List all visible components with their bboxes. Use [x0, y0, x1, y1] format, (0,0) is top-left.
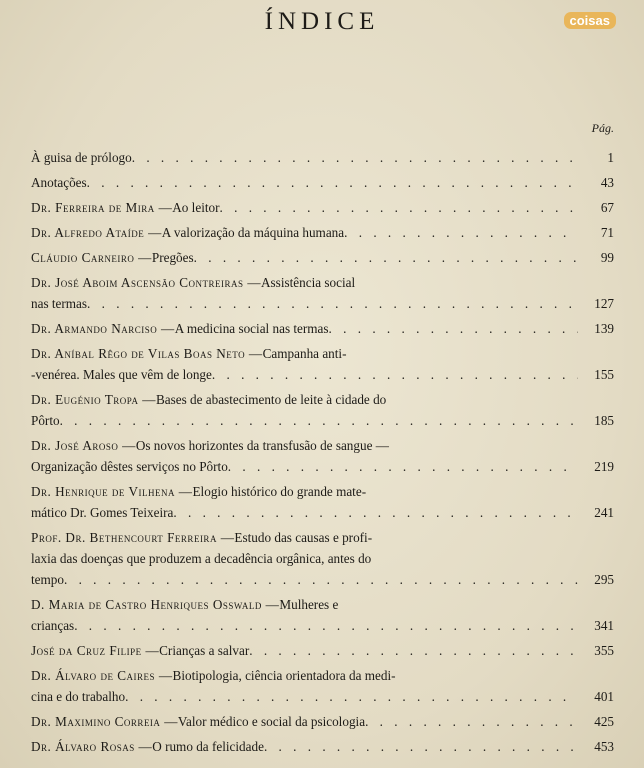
toc-entry: [31, 247, 614, 268]
toc-title: nas termas: [31, 296, 88, 311]
toc-entry-line: [31, 272, 614, 293]
toc-entry-line: [31, 293, 614, 314]
toc-entry: [31, 318, 614, 339]
toc-entry-line: [31, 435, 614, 456]
toc-page-number: 185: [594, 413, 614, 428]
toc-page-number: 425: [594, 714, 614, 729]
dot-leader: [249, 640, 578, 661]
toc-entry-line: [31, 711, 614, 732]
toc-entry-line: [31, 640, 614, 661]
toc-entry: [31, 711, 614, 732]
toc-author: Dr. José Aroso —: [31, 438, 136, 453]
toc-page-number: 241: [594, 505, 614, 520]
page-column-label: Pág.: [591, 121, 614, 135]
toc-page-number: 295: [594, 572, 614, 587]
toc-page-number: 99: [600, 250, 614, 265]
toc-title: Elogio histórico do grande mate-: [192, 484, 367, 499]
toc-entry: [31, 222, 614, 243]
toc-entry-line: [31, 197, 614, 218]
toc-page-number: 453: [594, 739, 614, 754]
toc-title: Pregões: [151, 250, 194, 265]
dot-leader: [344, 222, 578, 243]
toc-page-number: 139: [594, 321, 614, 336]
toc-entry: [31, 343, 614, 385]
toc-title: laxia das doenças que produzem a decadência orgânica, antes do: [31, 551, 372, 566]
toc-entry: [31, 197, 614, 218]
dot-leader: [173, 502, 578, 523]
dot-leader: [365, 711, 578, 732]
toc-entry-line: [31, 222, 614, 243]
toc-author: Dr. Eugénio Tropa —: [31, 392, 156, 407]
toc-entry: [31, 481, 614, 523]
toc-page-number: 341: [594, 618, 614, 633]
watermark-logo: coisas: [564, 12, 616, 29]
dot-leader: [212, 364, 578, 385]
toc-page-number: 127: [594, 296, 614, 311]
toc-author: Dr. Maximino Correia —: [31, 714, 178, 729]
dot-leader: [60, 410, 578, 431]
toc-entry: [31, 172, 614, 193]
toc-title: Bases de abastecimento de leite à cidade do: [155, 392, 387, 407]
toc-entry-line: [31, 147, 614, 168]
toc-title: Biotipologia, ciência orientadora da medi-: [172, 668, 396, 683]
toc-entry-line: [31, 502, 614, 523]
toc-author: Dr. José Aboim Ascensão Contreiras —: [31, 275, 262, 290]
dot-leader: [87, 293, 578, 314]
toc-title: Ao leitor: [172, 200, 220, 215]
toc-page-number: 219: [594, 459, 614, 474]
toc-page-number: 355: [594, 643, 614, 658]
toc-entry: [31, 527, 614, 590]
toc-title: Os novos horizontes da transfusão de sangue —: [135, 438, 389, 453]
toc-title: Mulheres e: [279, 597, 339, 612]
toc-author: Dr. Álvaro Rosas —: [31, 739, 153, 754]
toc-entry: [31, 640, 614, 661]
toc-entry-line: [31, 569, 614, 590]
dot-leader: [220, 197, 578, 218]
toc-entry-line: [31, 527, 614, 548]
toc-entry-line: [31, 481, 614, 502]
toc-entry: [31, 435, 614, 477]
toc-page-number: 401: [594, 689, 614, 704]
toc-author: D. Maria de Castro Henriques Osswald —: [31, 597, 280, 612]
toc-entry-line: [31, 548, 614, 569]
toc-title: mático Dr. Gomes Teixeira: [31, 505, 174, 520]
toc-entry-line: [31, 456, 614, 477]
toc-title: À guisa de prólogo: [31, 150, 132, 165]
toc-title: Anotações: [31, 175, 87, 190]
toc-page-number: 67: [600, 200, 614, 215]
toc-author: José da Cruz Filipe —: [31, 643, 160, 658]
toc-title: A medicina social nas termas: [174, 321, 329, 336]
toc-author: Dr. Armando Narciso —: [31, 321, 175, 336]
toc-author: Dr. Ferreira de Mira —: [31, 200, 173, 215]
toc-entry: [31, 147, 614, 168]
toc-title: Pôrto: [31, 413, 60, 428]
table-of-contents: [31, 147, 614, 757]
dot-leader: [228, 456, 578, 477]
dot-leader: [125, 686, 578, 707]
toc-author: Dr. Álvaro de Caires —: [31, 668, 173, 683]
toc-title: Organização dêstes serviços no Pôrto: [31, 459, 228, 474]
dot-leader: [64, 569, 578, 590]
toc-author: Cláudio Carneiro —: [31, 250, 152, 265]
toc-entry-line: [31, 686, 614, 707]
toc-entry: [31, 389, 614, 431]
dot-leader: [194, 247, 578, 268]
dot-leader: [87, 172, 578, 193]
page-title: ÍNDICE: [264, 8, 380, 35]
toc-title: A valorização da máquina humana: [161, 225, 345, 240]
dot-leader: [132, 147, 578, 168]
toc-entry-line: [31, 410, 614, 431]
toc-title: Valor médico e social da psicologia: [177, 714, 366, 729]
toc-entry: [31, 736, 614, 757]
toc-author: Dr. Henrique de Vilhena —: [31, 484, 193, 499]
dot-leader: [74, 615, 578, 636]
toc-entry-line: [31, 343, 614, 364]
toc-page-number: 71: [600, 225, 614, 240]
toc-title: crianças: [31, 618, 75, 633]
toc-title: O rumo da felicidade: [152, 739, 264, 754]
toc-entry-line: [31, 172, 614, 193]
toc-title: Crianças a salvar: [159, 643, 250, 658]
toc-page-number: 1: [607, 150, 614, 165]
toc-author: Dr. Aníbal Rêgo de Vilas Boas Neto —: [31, 346, 263, 361]
toc-entry-line: [31, 389, 614, 410]
toc-author: Dr. Alfredo Ataíde —: [31, 225, 162, 240]
toc-author: Prof. Dr. Bethencourt Ferreira —: [31, 530, 235, 545]
toc-title: Estudo das causas e profi-: [234, 530, 373, 545]
toc-entry-line: [31, 665, 614, 686]
toc-page-number: 43: [600, 175, 614, 190]
toc-entry-line: [31, 247, 614, 268]
toc-entry-line: [31, 594, 614, 615]
toc-entry-line: [31, 736, 614, 757]
toc-title: -venérea. Males que vêm de longe: [31, 367, 212, 382]
toc-page-number: 155: [594, 367, 614, 382]
toc-entry: [31, 594, 614, 636]
toc-entry-line: [31, 318, 614, 339]
toc-entry: [31, 665, 614, 707]
toc-title: Campanha anti-: [262, 346, 347, 361]
toc-entry: [31, 272, 614, 314]
dot-leader: [264, 736, 578, 757]
toc-title: tempo: [31, 572, 64, 587]
dot-leader: [329, 318, 578, 339]
toc-entry-line: [31, 615, 614, 636]
toc-title: Assistência social: [261, 275, 356, 290]
toc-entry-line: [31, 364, 614, 385]
toc-title: cina e do trabalho: [31, 689, 126, 704]
